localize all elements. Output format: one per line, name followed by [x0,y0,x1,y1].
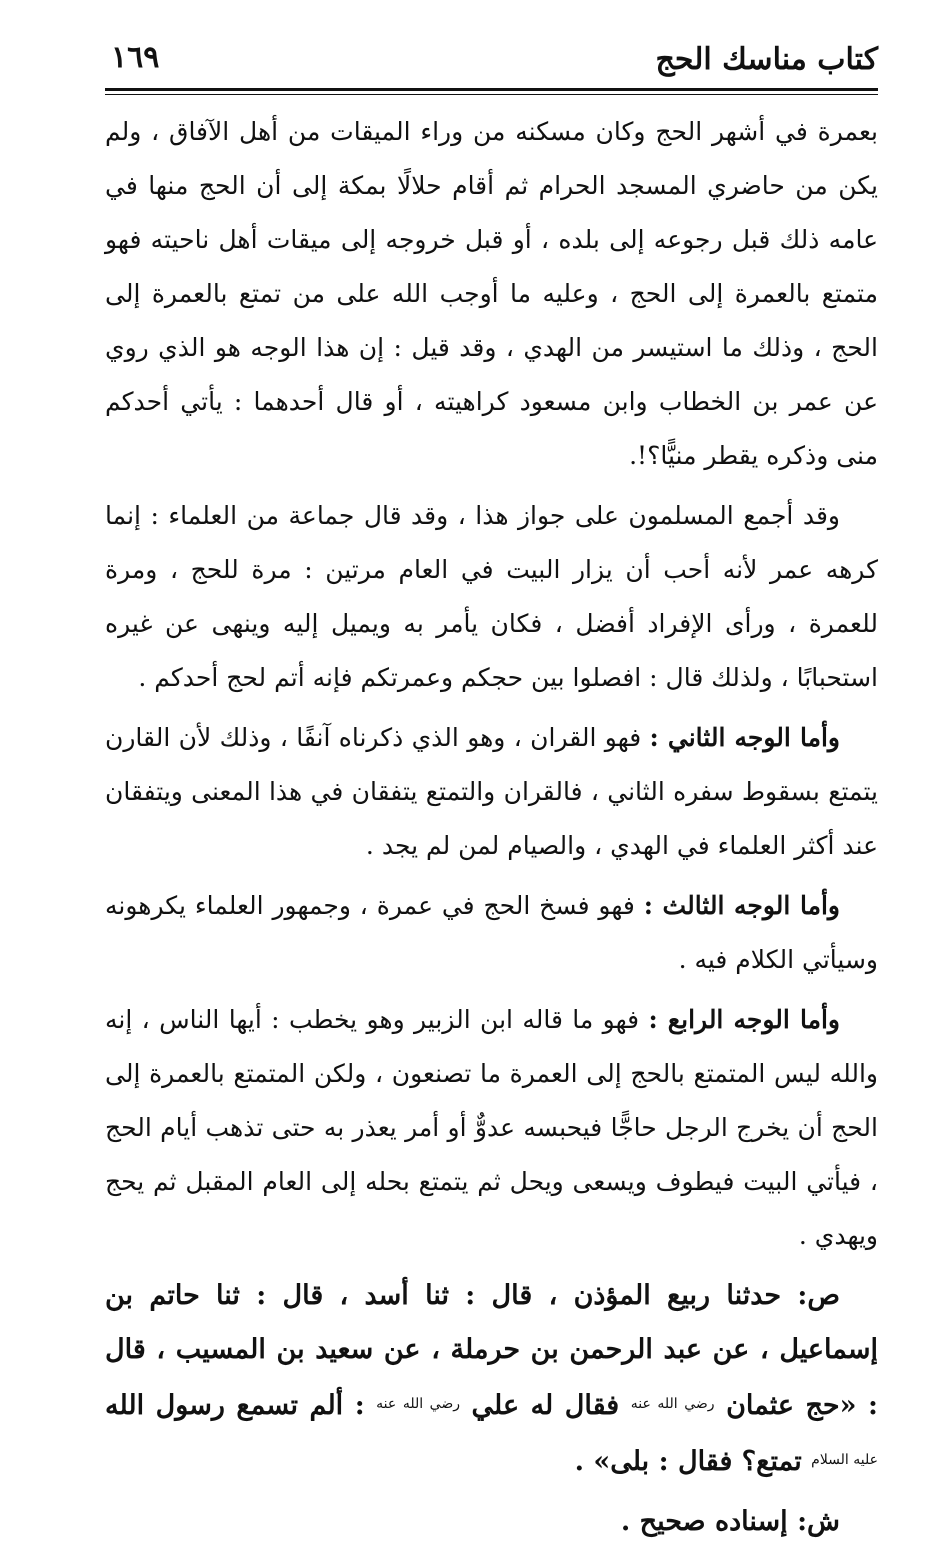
page-body [105,105,878,1555]
honorific-glyph: رضي الله عنه [376,1396,460,1412]
paragraph-2: وقد أجمع المسلمون على جواز هذا ، وقد قال جماعة من العلماء : إنما كرهه عمر لأنه أحب أن يزار البيت في العام مرتين : مرة للحج ، ومرة للعمرة ، ورأى الإفراد أفضل ، فكان يأمر به ويميل إليه وينهى عن غيره استحبابًا ، ولذلك قال : افصلوا بين حجكم وعمرتكم فإنه أتم لحج أحدكم . [105,501,878,692]
paragraph-4 [105,879,878,987]
paragraph-4-text: فهو فسخ الحج في عمرة ، وجمهور العلماء يكرهونه وسيأتي الكلام فيه . [105,891,878,974]
paragraph-5-heading: وأما الوجه الرابع : [648,1005,840,1034]
paragraph-3-heading: وأما الوجه الثاني : [649,723,840,752]
hadith-text [105,1269,878,1489]
paragraph-4-heading: وأما الوجه الثالث : [643,891,841,920]
header-rule [105,88,878,91]
hadith-part-a: ص: حدثنا ربيع المؤذن ، قال : ثنا أسد ، قال : ثنا حاتم بن إسماعيل ، عن عبد الرحمن بن حرملة ، عن سعيد بن المسيب ، قال : «حج عثمان [105,1280,878,1421]
hadith-part-b: فقال له علي [471,1390,631,1421]
paragraph-1: بعمرة في أشهر الحج وكان مسكنه من وراء الميقات من أهل الآفاق ، ولم يكن من حاضري المسجد الحرام ثم أقام حلالًا بمكة إلى أن الحج منها في عامه ذلك قبل رجوعه إلى بلده ، أو قبل خروجه إلى ميقات أهل ناحيته فهو متمتع بالعمرة إلى الحج ، وعليه ما أوجب الله على من تمتع بالعمرة إلى الحج ، وذلك ما استيسر من الهدي ، وقد قيل : إن هذا الوجه هو الذي روي عن عمر بن الخطاب وابن مسعود كراهيته ، أو قال أحدهما : يأتي أحدكم منى وذكره يقطر منيًّا؟!. [105,117,878,470]
paragraph-5-text: فهو ما قاله ابن الزبير وهو يخطب : أيها الناس ، إنه والله ليس المتمتع بالحج إلى العمرة ما تصنعون ، ولكن المتمتع بالعمرة إلى الحج أن يخرج الرجل حاجًّا فيحبسه عدوٌّ أو أمر يعذر به حتى تذهب أيام الحج ، فيأتي البيت فيطوف ويسعى ويحل ثم يتمتع بحله إلى العام المقبل ثم يحج ويهدي . [105,1005,878,1250]
hadith-part-d: تمتع؟ فقال : بلى» . [574,1446,812,1477]
hadith-part-c: : ألم تسمع رسول الله [105,1390,377,1421]
book-title: كتاب مناسك الحج [655,42,878,77]
sharh-text: ش: إسناده صحيح . [620,1506,840,1537]
page-header [105,34,878,92]
paragraph-3 [105,711,878,873]
honorific-glyph: رضي الله عنه [630,1396,715,1412]
paragraph-3-text: فهو القران ، وهو الذي ذكرناه آنفًا ، وذلك لأن القارن يتمتع بسقوط سفره الثاني ، فالقران والتمتع يتفقان في هذا المعنى ويتفقان عند أكثر العلماء في الهدي ، والصيام لمن لم يجد . [105,723,878,860]
honorific-glyph: عليه السلام [811,1452,878,1468]
paragraph-5 [105,993,878,1263]
header-rule-thin [105,94,878,95]
page-number: ١٦٩ [111,40,160,75]
